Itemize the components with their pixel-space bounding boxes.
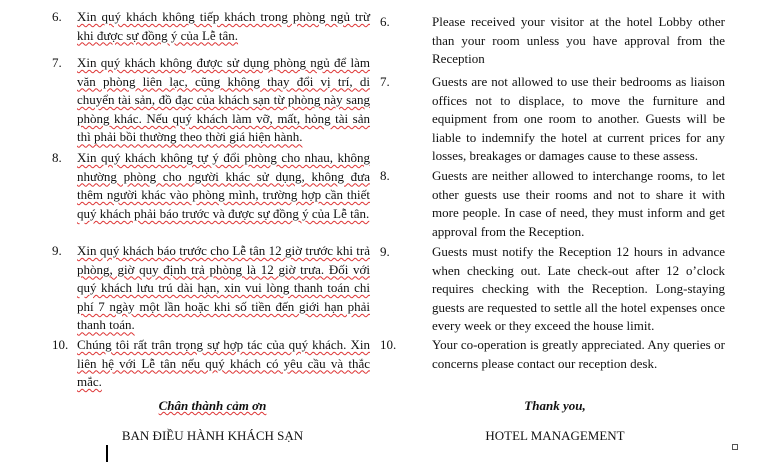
vi-signature: BAN ĐIỀU HÀNH KHÁCH SẠN — [121, 428, 304, 443]
rule-number: 8. — [380, 168, 390, 183]
rule-number: 10. — [380, 337, 397, 352]
rule-text: Chúng tôi rất trân trọng sự hợp tác của quý khách. Xin liên hệ với Lễ tân nếu quý khách có yêu cầu và thắc mắc. — [77, 337, 370, 390]
text-cursor — [106, 445, 108, 462]
rule-text: Xin quý khách không tự ý đổi phòng cho nhau, không nhường phòng cho người khác sử dụng, không đưa thêm người khác vào phòng mình, trường hợp cần thiết quý khách phải báo trước và được sự đồng ý của Lễ tân. — [77, 150, 370, 221]
paragraph-mark-icon — [732, 444, 738, 450]
rule-text: Xin quý khách không tiếp khách trong phòng ngủ trừ khi được sự đồng ý của Lễ tân. — [77, 9, 370, 43]
rule-text: Guests are not allowed to use their bedrooms as liaison offices not to displace, to move the furniture and equipment from one room to another. Guests will be liable to indemnify the hotel at current prices for any losses, breakages or damages cause to these assess. — [432, 74, 725, 164]
en-rule-10 — [380, 336, 725, 373]
rule-number: 6. — [380, 14, 390, 29]
rule-number: 7. — [380, 74, 390, 89]
rule-text: Xin quý khách không được sử dụng phòng ngủ để làm văn phòng liên lạc, cũng không thay đổi vị trí, di chuyển tài sản, đồ đạc của khách sạn từ phòng này sang phòng khác. Nếu quý khách làm vỡ, mất, hỏng tài sản thì phải bồi thường theo thời giá hiện hành. — [77, 55, 370, 145]
rule-text: Your co-operation is greatly appreciated. Any queries or concerns please contact our reception desk. — [432, 337, 725, 371]
vi-rule-8 — [52, 149, 370, 223]
rule-text: Xin quý khách báo trước cho Lễ tân 12 giờ trước khi trả phòng, giờ quy định trả phòng là 12 giờ trưa. Đối với quý khách lưu trú dài hạn, xin vui lòng thanh toán chi phí 7 ngày một lần hoặc khi số tiền đến giới hạn phải thanh toán. — [77, 243, 370, 333]
en-rule-9 — [380, 243, 725, 336]
vi-rule-10 — [52, 336, 370, 392]
rule-number: 10. — [52, 337, 69, 352]
rule-number: 9. — [380, 244, 390, 259]
rule-number: 7. — [52, 55, 62, 70]
rule-text: Please received your visitor at the hotel Lobby other than your room unless you have approval from the Reception — [432, 14, 725, 67]
vi-rule-9 — [52, 242, 370, 335]
rule-number: 9. — [52, 243, 62, 258]
rule-text: Guests must notify the Reception 12 hours in advance when checking out. Late check-out after 12 o’clock requires checking with the Reception. Long-staying guests are requested to settle all the hotel expenses once every week or they exceed the house limit. — [432, 244, 725, 334]
vi-rule-7 — [52, 54, 370, 147]
en-signature: HOTEL MANAGEMENT — [485, 428, 625, 443]
en-rule-8 — [380, 167, 725, 241]
vi-thanks: Chân thành cảm ơn — [158, 398, 267, 413]
rule-text: Guests are neither allowed to interchange rooms, to let other guests use their rooms and not to share it with more people. In case of need, they must inform and get approval from the Reception. — [432, 168, 725, 239]
en-rule-6 — [380, 13, 725, 69]
en-thanks: Thank you, — [524, 398, 586, 413]
vi-rule-6 — [52, 8, 370, 45]
en-rule-7 — [380, 73, 725, 166]
rule-number: 6. — [52, 9, 62, 24]
rule-number: 8. — [52, 150, 62, 165]
